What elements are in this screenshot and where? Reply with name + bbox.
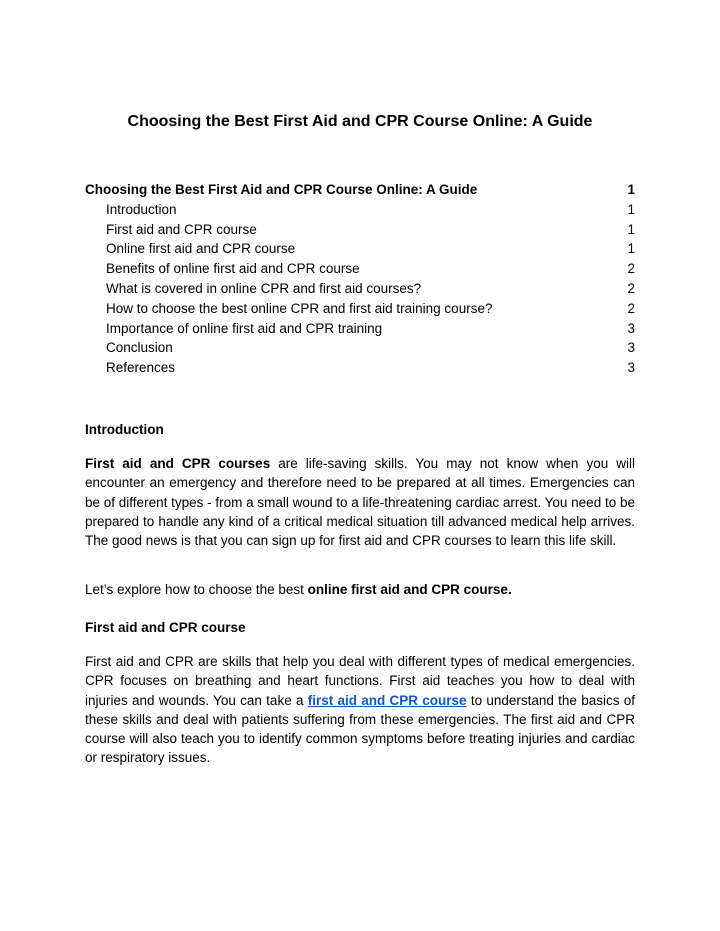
intro-bold-phrase: First aid and CPR courses	[85, 456, 271, 471]
toc-item[interactable]	[85, 279, 635, 299]
first-aid-paragraph	[85, 652, 635, 768]
first-aid-cpr-course-link[interactable]: first aid and CPR course	[307, 692, 467, 708]
intro-body-text: are life-saving skills. You may not know when you will encounter an emergency and therefore need to be prepared at all times. Emergencies can be of different types - from a small wound to a life-threatening cardiac arrest. You need to be prepared to handle any kind of a critical medical situation till advanced medical help arrives. The good news is that you can sign up for first aid and CPR courses to learn this life skill.	[85, 456, 635, 549]
toc-item[interactable]	[85, 259, 635, 279]
first-aid-text-end: to understand the basics of these skills and deal with patients suffering from these emergencies. The first aid and CPR course will also teach you to identify common symptoms before treating injuries and cardiac or respiratory issues.	[85, 692, 635, 766]
toc-heading-page: 1	[627, 182, 635, 197]
toc-item[interactable]	[85, 338, 635, 358]
document-title: Choosing the Best First Aid and CPR Course Online: A Guide	[127, 113, 593, 130]
toc-heading-label: Choosing the Best First Aid and CPR Course Online: A Guide	[85, 182, 478, 197]
toc-item-label: Introduction	[106, 201, 177, 217]
toc-item-page: 1	[627, 221, 635, 237]
explore-bold-phrase: online first aid and CPR course.	[307, 582, 512, 597]
toc-item-label: First aid and CPR course	[106, 221, 257, 237]
toc-item-page: 2	[627, 261, 635, 277]
section-heading-first-aid-cpr: First aid and CPR course	[85, 620, 246, 635]
toc-item-label: Importance of online first aid and CPR training	[106, 320, 383, 336]
table-of-contents	[85, 180, 635, 378]
toc-item-page: 3	[627, 320, 635, 336]
toc-item[interactable]	[85, 299, 635, 319]
toc-item-page: 1	[627, 201, 635, 217]
toc-item-label: References	[106, 360, 176, 376]
toc-item-page: 3	[627, 340, 635, 356]
toc-item[interactable]	[85, 200, 635, 220]
toc-item-label: Benefits of online first aid and CPR course	[106, 261, 360, 277]
toc-item[interactable]	[85, 319, 635, 339]
toc-item-page: 2	[627, 280, 635, 296]
toc-item[interactable]	[85, 358, 635, 378]
toc-item-page: 3	[627, 360, 635, 376]
explore-text: Let’s explore how to choose the best	[85, 582, 308, 597]
toc-item[interactable]	[85, 220, 635, 240]
toc-item-label: What is covered in online CPR and first aid courses?	[106, 280, 422, 296]
toc-heading-row[interactable]	[85, 180, 635, 200]
toc-item-label: Conclusion	[106, 340, 173, 356]
intro-paragraph	[85, 454, 635, 550]
toc-item-label: Online first aid and CPR course	[106, 241, 296, 257]
toc-item[interactable]	[85, 239, 635, 259]
toc-item-page: 1	[627, 241, 635, 257]
explore-paragraph	[85, 580, 635, 599]
toc-item-label: How to choose the best online CPR and first aid training course?	[106, 300, 493, 316]
first-aid-text-start: First aid and CPR are skills that help you deal with different types of medical emergencies. CPR focuses on breathing and heart functions. First aid teaches you how to deal with injuries and wounds. You can take a	[85, 654, 635, 708]
intro-heading: Introduction	[85, 422, 164, 437]
toc-item-page: 2	[627, 300, 635, 316]
